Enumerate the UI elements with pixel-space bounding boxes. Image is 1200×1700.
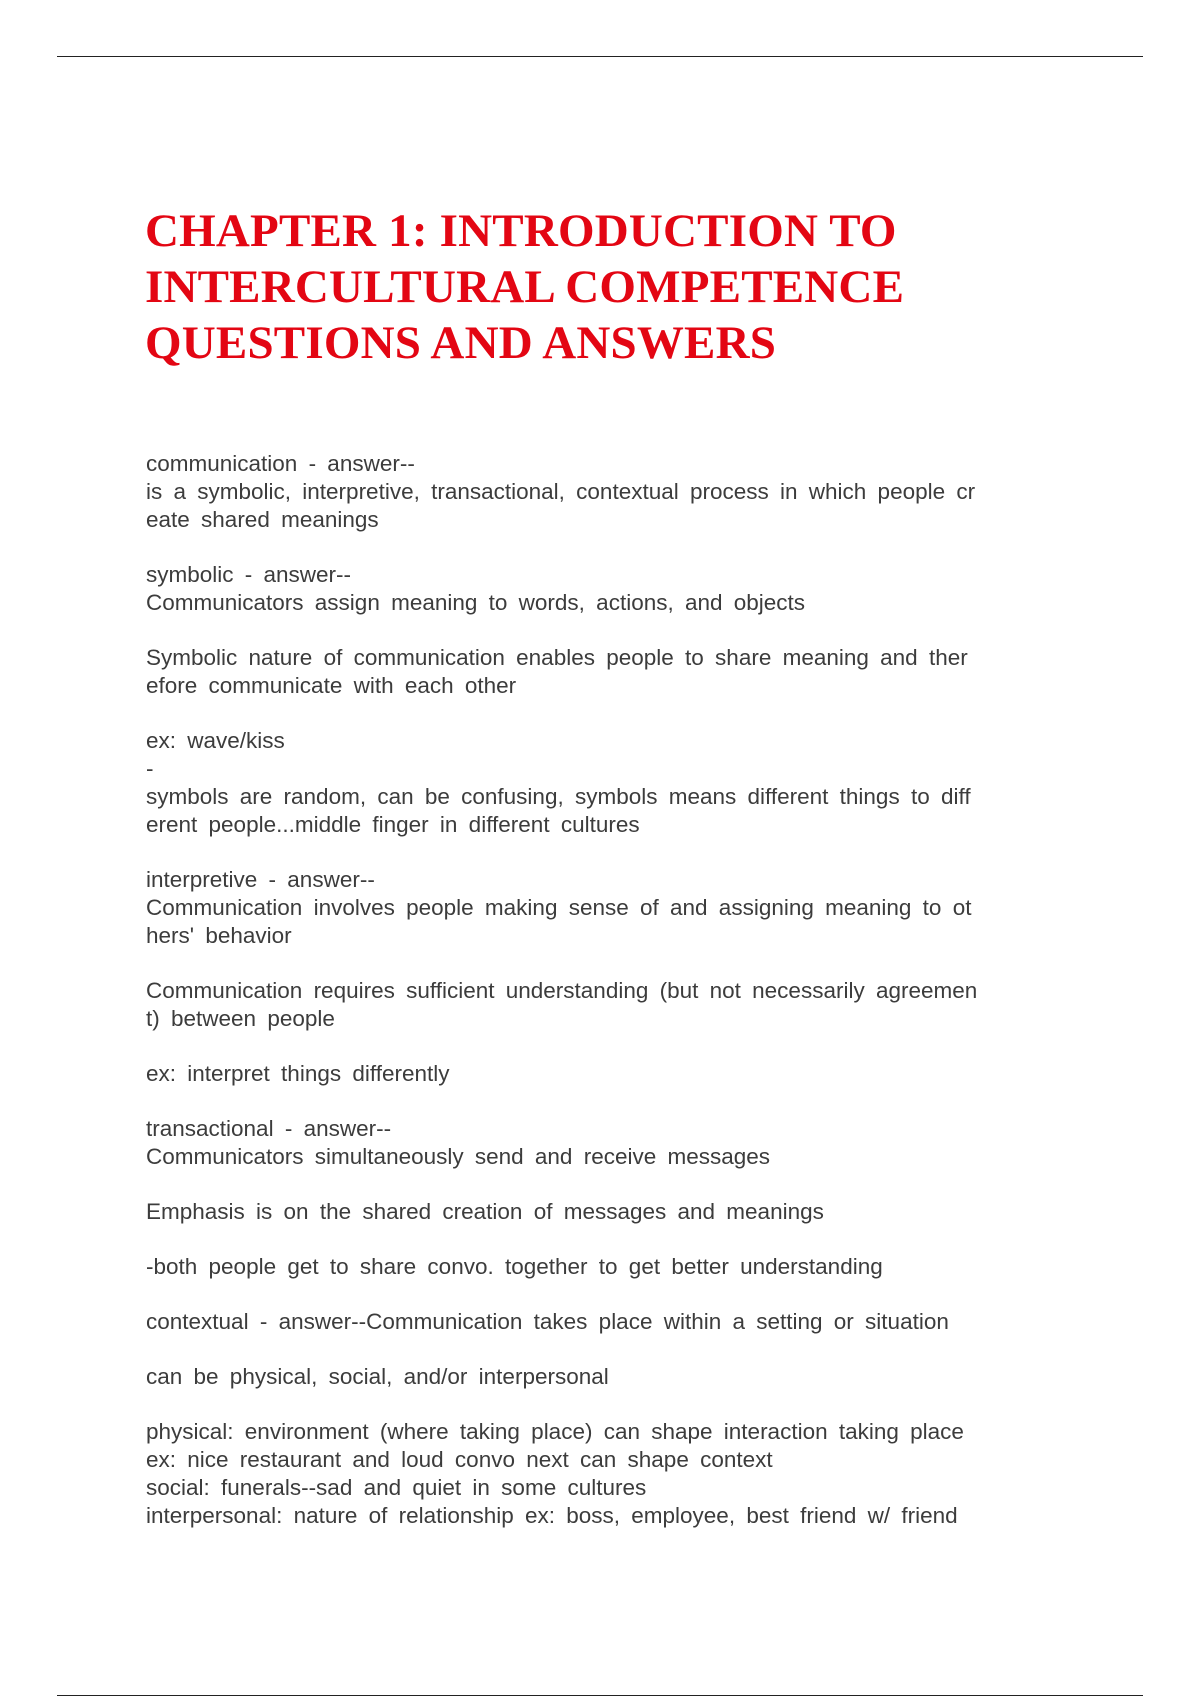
bottom-rule — [57, 1695, 1143, 1696]
paragraph — [146, 1060, 1061, 1088]
text-line: eate shared meanings — [146, 507, 379, 532]
text-line: ex: nice restaurant and loud convo next can shape context — [146, 1447, 773, 1472]
text-line: efore communicate with each other — [146, 673, 517, 698]
text-line: symbols are random, can be confusing, symbols means different things to diff — [146, 784, 971, 809]
paragraph — [146, 1253, 1061, 1281]
text-line: physical: environment (where taking place) can shape interaction taking place — [146, 1419, 964, 1444]
title-line: CHAPTER 1: INTRODUCTION TO — [145, 205, 897, 257]
text-line: ex: interpret things differently — [146, 1061, 450, 1086]
text-line: - — [146, 756, 154, 781]
text-line: Symbolic nature of communication enables people to share meaning and ther — [146, 645, 968, 670]
text-line: Communication requires sufficient understanding (but not necessarily agreemen — [146, 978, 978, 1003]
text-line: social: funerals--sad and quiet in some cultures — [146, 1475, 647, 1500]
text-line: interpersonal: nature of relationship ex: boss, employee, best friend w/ friend — [146, 1503, 958, 1528]
document-title — [145, 203, 1095, 371]
text-line: Communicators simultaneously send and receive messages — [146, 1144, 771, 1169]
paragraph — [146, 727, 1061, 839]
text-line: Emphasis is on the shared creation of messages and meanings — [146, 1199, 824, 1224]
text-line: Communicators assign meaning to words, actions, and objects — [146, 590, 806, 615]
qa-block-interpretive — [146, 866, 1061, 950]
text-line: communication - answer-- — [146, 451, 415, 476]
title-line: QUESTIONS AND ANSWERS — [145, 317, 777, 369]
paragraph — [146, 977, 1061, 1033]
qa-block-symbolic — [146, 561, 1061, 617]
paragraph — [146, 1418, 1061, 1530]
text-line: -both people get to share convo. together to get better understanding — [146, 1254, 883, 1279]
qa-block-communication — [146, 450, 1061, 534]
paragraph — [146, 1198, 1061, 1226]
text-line: t) between people — [146, 1006, 335, 1031]
text-line: symbolic - answer-- — [146, 562, 352, 587]
text-line: contextual - answer--Communication takes place within a setting or situation — [146, 1309, 949, 1334]
paragraph — [146, 644, 1061, 700]
paragraph — [146, 1363, 1061, 1391]
text-line: transactional - answer-- — [146, 1116, 392, 1141]
qa-block-transactional — [146, 1115, 1061, 1171]
text-line: Communication involves people making sense of and assigning meaning to ot — [146, 895, 972, 920]
text-line: hers' behavior — [146, 923, 292, 948]
text-line: interpretive - answer-- — [146, 867, 375, 892]
text-line: is a symbolic, interpretive, transactional, contextual process in which people cr — [146, 479, 976, 504]
top-rule — [57, 56, 1143, 57]
text-line: can be physical, social, and/or interpersonal — [146, 1364, 609, 1389]
title-line: INTERCULTURAL COMPETENCE — [145, 261, 905, 313]
document-body — [146, 450, 1061, 1530]
qa-block-contextual — [146, 1308, 1061, 1336]
text-line: erent people...middle finger in different cultures — [146, 812, 640, 837]
text-line: ex: wave/kiss — [146, 728, 285, 753]
